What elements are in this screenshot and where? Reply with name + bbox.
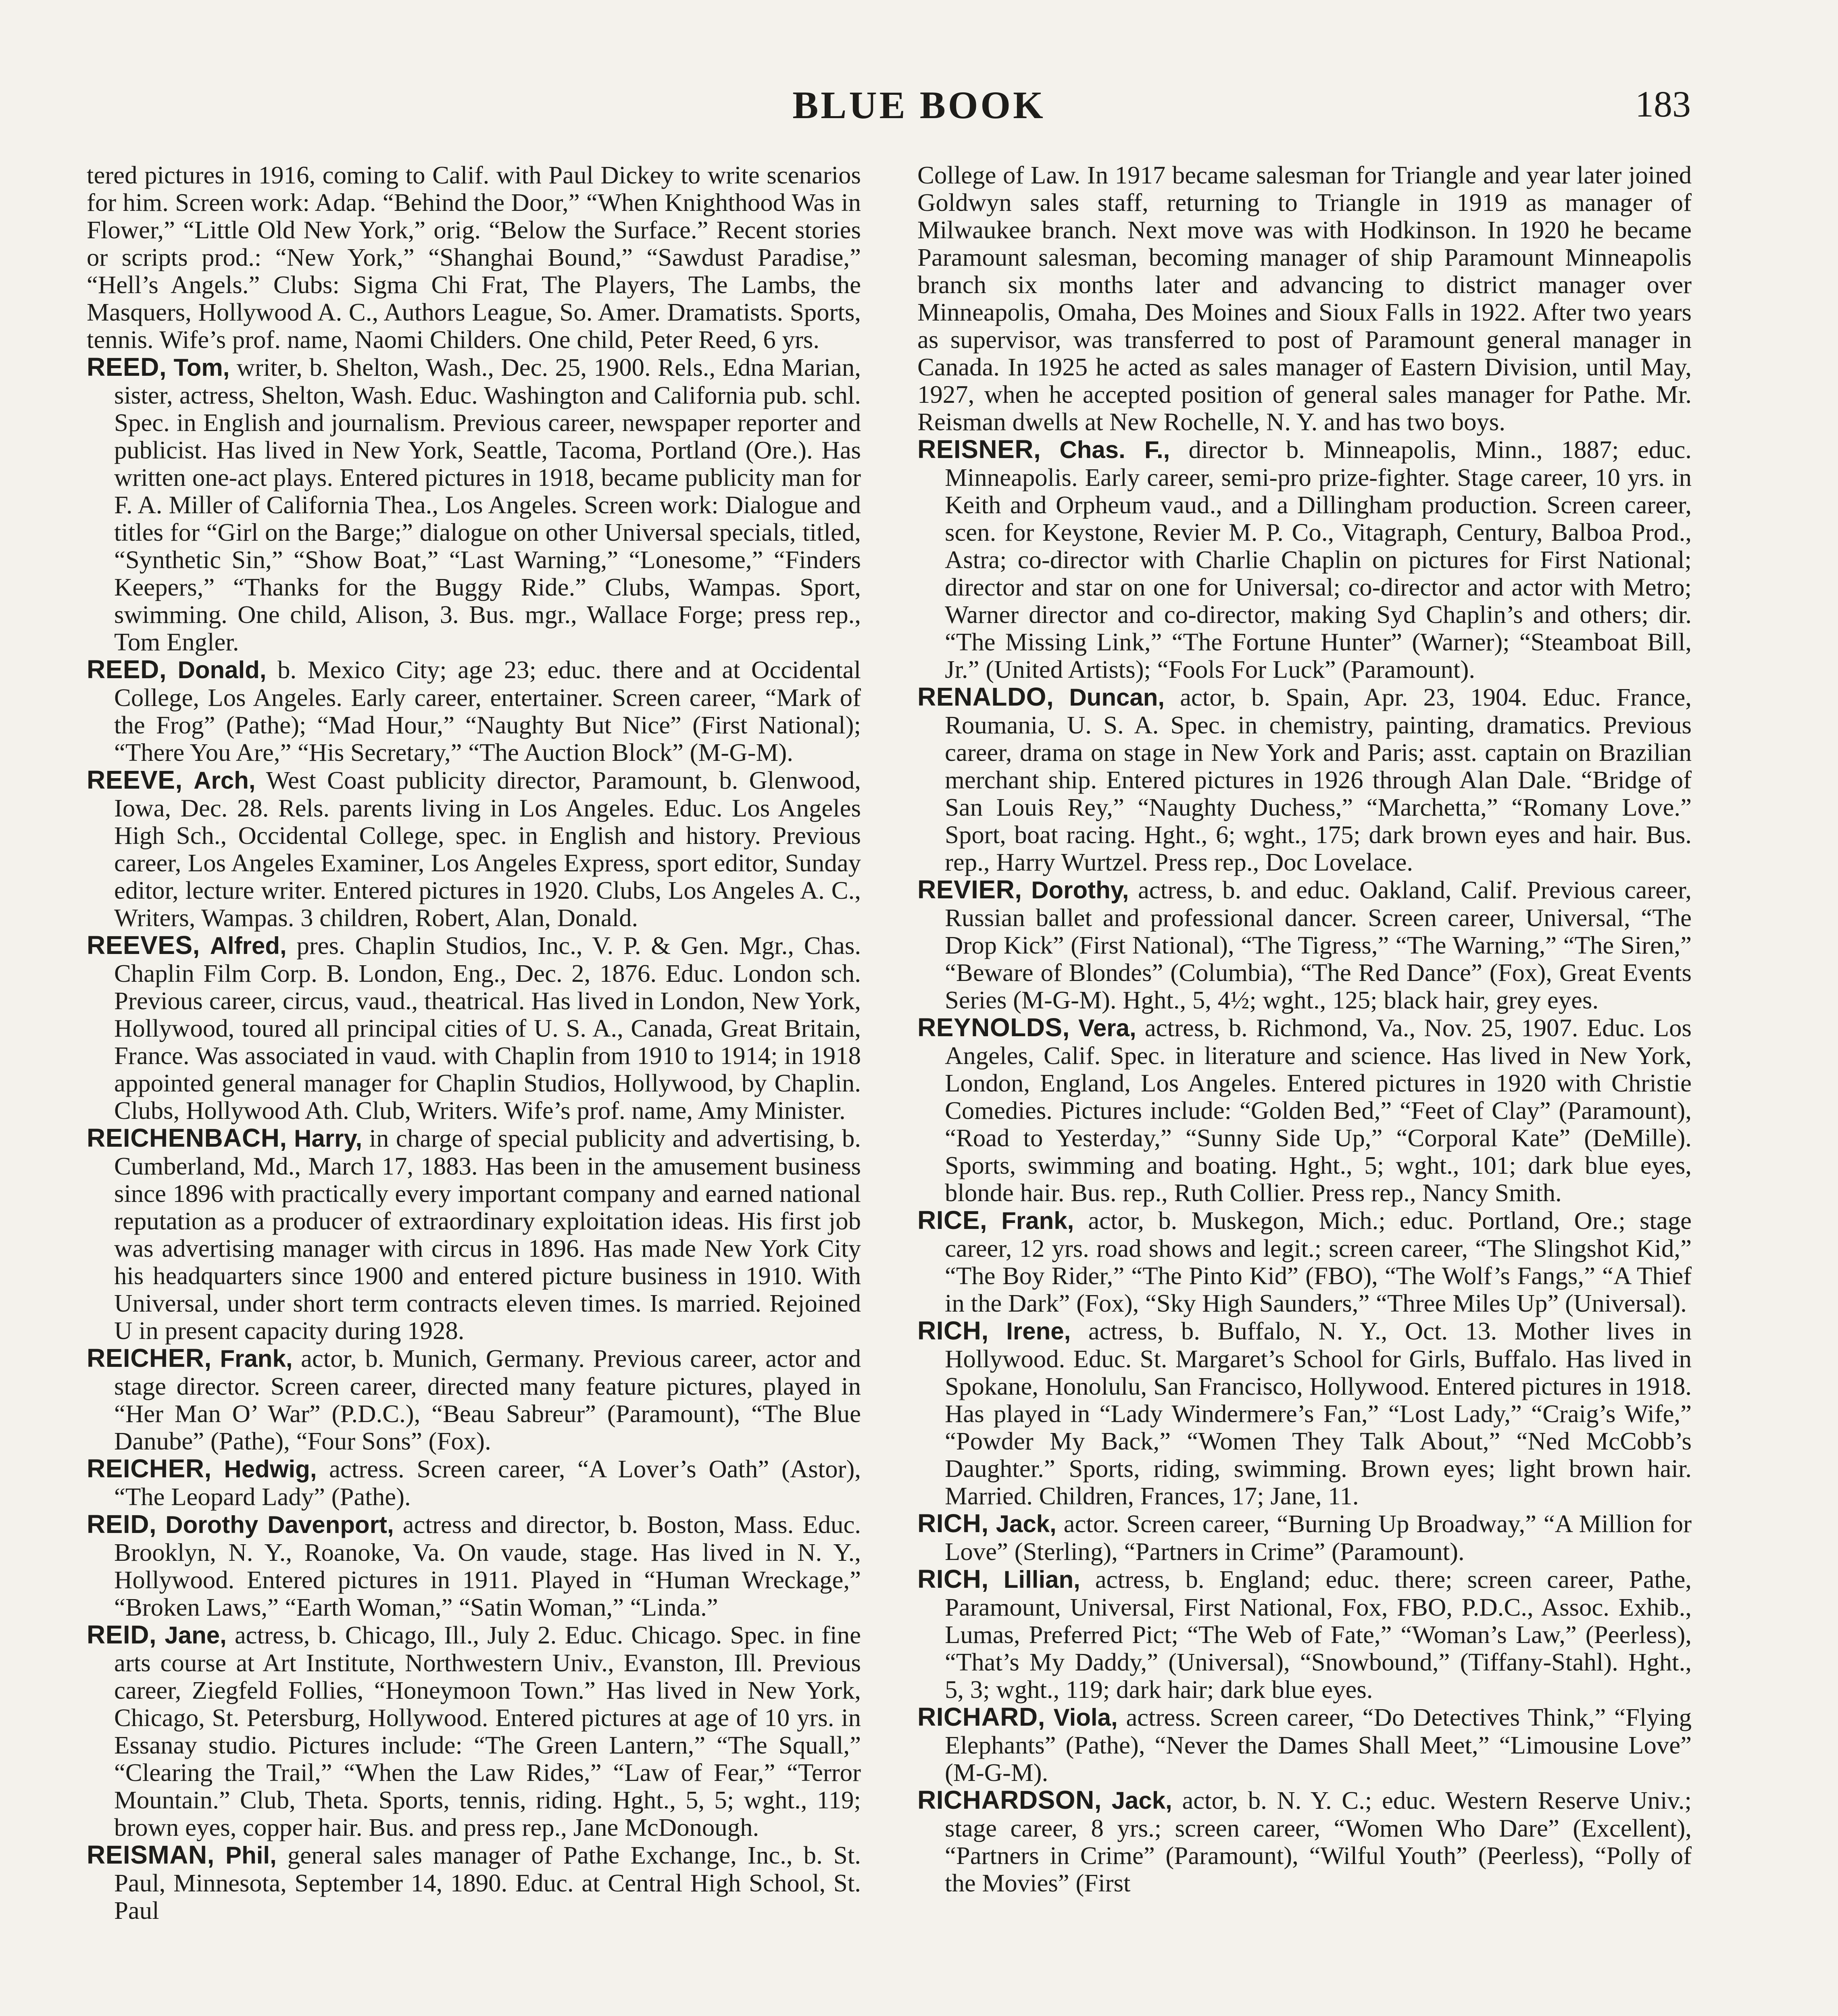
directory-entry (917, 435, 1692, 683)
entry-given-name: Alfred, (210, 932, 287, 959)
entry-surname: RICHARD, (917, 1702, 1045, 1731)
entry-given-name: Dorothy, (1031, 877, 1129, 904)
directory-entry (917, 1510, 1692, 1565)
directory-entry (917, 683, 1692, 876)
entry-surname: REISMAN, (87, 1840, 215, 1869)
entry-given-name: Dorothy Davenport, (165, 1511, 394, 1538)
entry-text: actor. Screen career, “Burning Up Broadway,” “A Million for Love” (Sterling), “Partners in Crime” (Paramount). (945, 1510, 1692, 1566)
directory-entry (87, 1841, 861, 1924)
entry-text: actor, b. Muskegon, Mich.; educ. Portland, Ore.; stage career, 12 yrs. road shows and legit.; screen career, “The Slingshot Kid,” “The Boy Rider,” “The Pinto Kid” (FBO), “The Wolf’s Fangs,” “A Thief in the Dark” (Fox), “Sky High Saunders,” “Three Miles Up” (Universal). (945, 1206, 1692, 1317)
entry-given-name: Harry, (294, 1125, 363, 1152)
right-column (917, 161, 1692, 2016)
entry-surname: REICHER, (87, 1454, 212, 1483)
entry-text: actress, b. Richmond, Va., Nov. 25, 1907. Educ. Los Angeles, Calif. Spec. in literature and science. Has lived in New York, London, England, Los Angeles. Entered pictures in 1920 with Christie Comedies. Pictures include: “Golden Bed,” “Feet of Clay” (Paramount), “Road to Yesterday,” “Sunny Side Up,” “Corporal Kate” (DeMille). Sports, swimming and boating. Hght., 5; wght., 101; dark blue eyes, blonde hair. Bus. rep., Ruth Collier. Press rep., Nancy Smith. (945, 1014, 1692, 1207)
entry-surname: RICE, (917, 1206, 988, 1235)
entry-given-name: Arch, (194, 767, 256, 794)
directory-entry (87, 1344, 861, 1455)
entry-given-name: Jack, (1111, 1787, 1172, 1814)
entry-text: b. Mexico City; age 23; educ. there and at Occidental College, Los Angeles. Early career, entertainer. Screen career, “Mark of the Frog” (Pathe); “Mad Hour,” “Naughty But Nice” (First National); “There You Are,” “His Secretary,” “The Auction Block” (M-G-M). (114, 656, 861, 766)
entry-given-name: Duncan, (1069, 684, 1165, 711)
entry-given-name: Chas. F., (1059, 436, 1170, 463)
entry-text: actress, b. England; educ. there; screen career, Pathe, Paramount, Universal, First National, Fox, FBO, P.D.C., Assoc. Exhib., Lumas, Preferred Pict; “The Web of Fate,” “Woman’s Law,” (Peerless), “That’s My Daddy,” (Universal), “Snowbound,” (Tiffany-Stahl). Hght., 5, 3; wght., 119; dark hair; dark blue eyes. (945, 1565, 1692, 1704)
entry-given-name: Frank, (1001, 1207, 1074, 1234)
entry-text: writer, b. Shelton, Wash., Dec. 25, 1900. Rels., Edna Marian, sister, actress, Shelton, Wash. Educ. Washington and California pub. schl. Spec. in English and journalism. Previous career, newspaper reporter and publicist. Has lived in New York, Seattle, Tacoma, Portland (Ore.). Has written one-act plays. Entered pictures in 1918, became publicity man for F. A. Miller of California Thea., Los Angeles. Screen work: Dialogue and titles for “Girl on the Barge;” dialogue on other Universal specials, titled, “Synthetic Sin,” “Show Boat,” “Last Warning,” “Lonesome,” “Finders Keepers,” “Thanks for the Buggy Ride.” Clubs, Wampas. Sport, swimming. One child, Alison, 3. Bus. mgr., Wallace Forge; press rep., Tom Engler. (114, 353, 861, 656)
entry-text: West Coast publicity director, Paramount, b. Glenwood, Iowa, Dec. 28. Rels. parents living in Los Angeles. Educ. Los Angeles High Sch., Occidental College, spec. in English and history. Previous career, Los Angeles Examiner, Los Angeles Express, sport editor, Sunday editor, lecture writer. Entered pictures in 1920. Clubs, Los Angeles A. C., Writers, Wampas. 3 children, Robert, Alan, Donald. (114, 766, 861, 932)
directory-entry (87, 353, 861, 656)
entry-text: actress and director, b. Boston, Mass. Educ. Brooklyn, N. Y., Roanoke, Va. On vaude, stage. Has lived in N. Y., Hollywood. Entered pictures in 1911. Played in “Human Wreckage,” “Broken Laws,” “Earth Woman,” “Satin Woman,” “Linda.” (114, 1510, 861, 1621)
entry-surname: REICHER, (87, 1343, 212, 1372)
entry-surname: RENALDO, (917, 682, 1054, 711)
entry-surname: RICH, (917, 1564, 989, 1593)
directory-entry (917, 1786, 1692, 1897)
entry-surname: REED, (87, 655, 167, 684)
entry-text: general sales manager of Pathe Exchange, Inc., b. St. Paul, Minnesota, September 14, 1890. Educ. at Central High School, St. Paul (114, 1841, 861, 1924)
entry-surname: REISNER, (917, 435, 1041, 464)
entry-surname: RICH, (917, 1316, 989, 1345)
entry-given-name: Jack, (996, 1510, 1057, 1537)
directory-entry (917, 1014, 1692, 1206)
left-column (87, 161, 861, 2016)
directory-entry (87, 931, 861, 1124)
entry-surname: REID, (87, 1620, 157, 1649)
directory-entry (917, 1206, 1692, 1317)
directory-entry (917, 1703, 1692, 1786)
page-number: 183 (1635, 83, 1691, 125)
page-header (0, 83, 1838, 143)
entry-surname: RICHARDSON, (917, 1785, 1102, 1814)
directory-entry (917, 876, 1692, 1014)
directory-entry (917, 1317, 1692, 1510)
entry-text: in charge of special publicity and advertising, b. Cumberland, Md., March 17, 1883. Has been in the amusement business since 1896 with practically every important company and earned national reputation as a producer of extraordinary exploitation ideas. His first job was advertising manager with circus in 1896. Has made New York City his headquarters since 1900 and entered picture business in 1910. With Universal, under short term contracts eleven times. Is married. Rejoined U in present capacity during 1928. (114, 1124, 861, 1345)
entry-text: actor, b. Munich, Germany. Previous career, actor and stage director. Screen career, directed many feature pictures, played in “Her Man O’ War” (P.D.C.), “Beau Sabreur” (Paramount), “The Blue Danube” (Pathe), “Four Sons” (Fox). (114, 1344, 861, 1455)
directory-entry (87, 766, 861, 931)
entry-given-name: Hedwig, (224, 1456, 317, 1483)
entry-surname: REED, (87, 352, 167, 381)
entry-surname: REID, (87, 1510, 157, 1539)
entry-given-name: Donald, (177, 656, 267, 683)
directory-entry (87, 1621, 861, 1841)
entry-given-name: Vera, (1078, 1014, 1136, 1041)
entry-text: actress. Screen career, “A Lover’s Oath” (Astor), “The Leopard Lady” (Pathe). (114, 1455, 861, 1511)
entry-surname: REEVES, (87, 931, 200, 960)
directory-entry (917, 1565, 1692, 1703)
entry-given-name: Frank, (220, 1345, 293, 1372)
entry-surname: REICHENBACH, (87, 1123, 287, 1152)
entry-surname: REYNOLDS, (917, 1013, 1070, 1042)
continued-text: College of Law. In 1917 became salesman for Triangle and year later joined Goldwyn sales staff, returning to Triangle in 1919 as manager of Milwaukee branch. Next move was with Hodkinson. In 1920 he became Paramount salesman, becoming manager of ship Paramount Minneapolis branch six months later and advancing to district manager over Minneapolis, Omaha, Des Moines and Sioux Falls in 1922. After two years as supervisor, was transferred to post of Paramount general manager in Canada. In 1925 he acted as sales manager of Eastern Division, until May, 1927, when he accepted position of general sales manager for Pathe. Mr. Reisman dwells at New Rochelle, N. Y. and has two boys. (917, 161, 1692, 436)
continued-text: tered pictures in 1916, coming to Calif. with Paul Dickey to write scenarios for him. Screen work: Adap. “Behind the Door,” “When Knighthood Was in Flower,” “Little Old New York,” orig. “Below the Surface.” Recent stories or scripts prod.: “New York,” “Shanghai Bound,” “Sawdust Paradise,” “Hell’s Angels.” Clubs: Sigma Chi Frat, The Players, The Lambs, the Masquers, Hollywood A. C., Authors League, So. Amer. Dramatists. Sports, tennis. Wife’s prof. name, Naomi Childers. One child, Peter Reed, 6 yrs. (87, 161, 861, 354)
entry-text: actress, b. Chicago, Ill., July 2. Educ. Chicago. Spec. in fine arts course at Art Institute, Northwestern Univ., Evanston, Ill. Previous career, Ziegfeld Follies, “Honeymoon Town.” Has lived in New York, Chicago, St. Petersburg, Hollywood. Entered pictures at age of 10 yrs. in Essanay studio. Pictures include: “The Green Lantern,” “The Squall,” “Clearing the Trail,” “When the Law Rides,” “Law of Fear,” “Terror Mountain.” Club, Theta. Sports, tennis, riding. Hght., 5, 5; wght., 119; brown eyes, copper hair. Bus. and press rep., Jane McDonough. (114, 1621, 861, 1841)
entry-given-name: Irene, (1006, 1318, 1071, 1345)
entry-text: director b. Minneapolis, Minn., 1887; educ. Minneapolis. Early career, semi-pro prize-fighter. Stage career, 10 yrs. in Keith and Orpheum vaud., and a Dillingham production. Screen career, scen. for Keystone, Revier M. P. Co., Vitagraph, Century, Balboa Prod., Astra; co-director with Charlie Chaplin on pictures for First National; director and star on one for Universal; co-director and actor with Metro; Warner director and co-director, making Syd Chaplin’s and others; dir. “The Missing Link,” “The Fortune Hunter” (Warner); “Steamboat Bill, Jr.” (United Artists); “Fools For Luck” (Paramount). (945, 435, 1692, 683)
entry-list (917, 435, 1692, 1897)
entry-list (87, 353, 861, 1924)
entry-given-name: Tom, (173, 354, 230, 381)
entry-surname: REVIER, (917, 875, 1022, 904)
entry-given-name: Viola, (1053, 1704, 1118, 1731)
entry-given-name: Lillian, (1003, 1566, 1080, 1593)
entry-given-name: Phil, (225, 1842, 277, 1869)
directory-entry (87, 1124, 861, 1344)
entry-surname: REEVE, (87, 765, 183, 794)
directory-entry (87, 1510, 861, 1621)
entry-text: actress, b. Buffalo, N. Y., Oct. 13. Mother lives in Hollywood. Educ. St. Margaret’s School for Girls, Buffalo. Has lived in Spokane, Honolulu, San Francisco, Hollywood. Entered pictures in 1918. Has played in “Lady Windermere’s Fan,” “Lost Lady,” “Craig’s Wife,” “Powder My Back,” “Women They Talk About,” “Ned McCobb’s Daughter.” Sports, riding, swimming. Brown eyes; light brown hair. Married. Children, Frances, 17; Jane, 11. (945, 1317, 1692, 1510)
running-title: BLUE BOOK (792, 83, 1046, 127)
entry-text: actress, b. and educ. Oakland, Calif. Previous career, Russian ballet and professional dancer. Screen career, Universal, “The Drop Kick” (First National), “The Tigress,” “The Warning,” “The Siren,” “Beware of Blondes” (Columbia), “The Red Dance” (Fox), Great Events Series (M-G-M). Hght., 5, 4½; wght., 125; black hair, grey eyes. (945, 876, 1692, 1014)
entry-surname: RICH, (917, 1509, 989, 1538)
entry-given-name: Jane, (165, 1622, 227, 1649)
entry-text: actor, b. Spain, Apr. 23, 1904. Educ. France, Roumania, U. S. A. Spec. in chemistry, painting, dramatics. Previous career, drama on stage in New York and Paris; asst. captain on Brazilian merchant ship. Entered pictures in 1926 through Alan Dale. “Bridge of San Louis Rey,” “Naughty Duchess,” “Marchetta,” “Romany Love.” Sport, boat racing. Hght., 6; wght., 175; dark brown eyes and hair. Bus. rep., Harry Wurtzel. Press rep., Doc Lovelace. (945, 683, 1692, 876)
directory-entry (87, 656, 861, 766)
directory-entry (87, 1455, 861, 1510)
entry-text: pres. Chaplin Studios, Inc., V. P. & Gen. Mgr., Chas. Chaplin Film Corp. B. London, Eng., Dec. 2, 1876. Educ. London sch. Previous career, circus, vaud., theatrical. Has lived in London, New York, Hollywood, toured all principal cities of U. S. A., Canada, Great Britain, France. Was associated in vaud. with Chaplin from 1910 to 1914; in 1918 appointed general manager for Chaplin Studios, Hollywood, by Chaplin. Clubs, Hollywood Ath. Club, Writers. Wife’s prof. name, Amy Minister. (114, 931, 861, 1125)
entry-text: actress. Screen career, “Do Detectives Think,” “Flying Elephants” (Pathe), “Never the Dames Shall Meet,” “Limousine Love” (M-G-M). (945, 1703, 1692, 1787)
entry-text: actor, b. N. Y. C.; educ. Western Reserve Univ.; stage career, 8 yrs.; screen career, “Women Who Dare” (Excellent), “Partners in Crime” (Paramount), “Wilful Youth” (Peerless), “Polly of the Movies” (First (945, 1786, 1692, 1897)
